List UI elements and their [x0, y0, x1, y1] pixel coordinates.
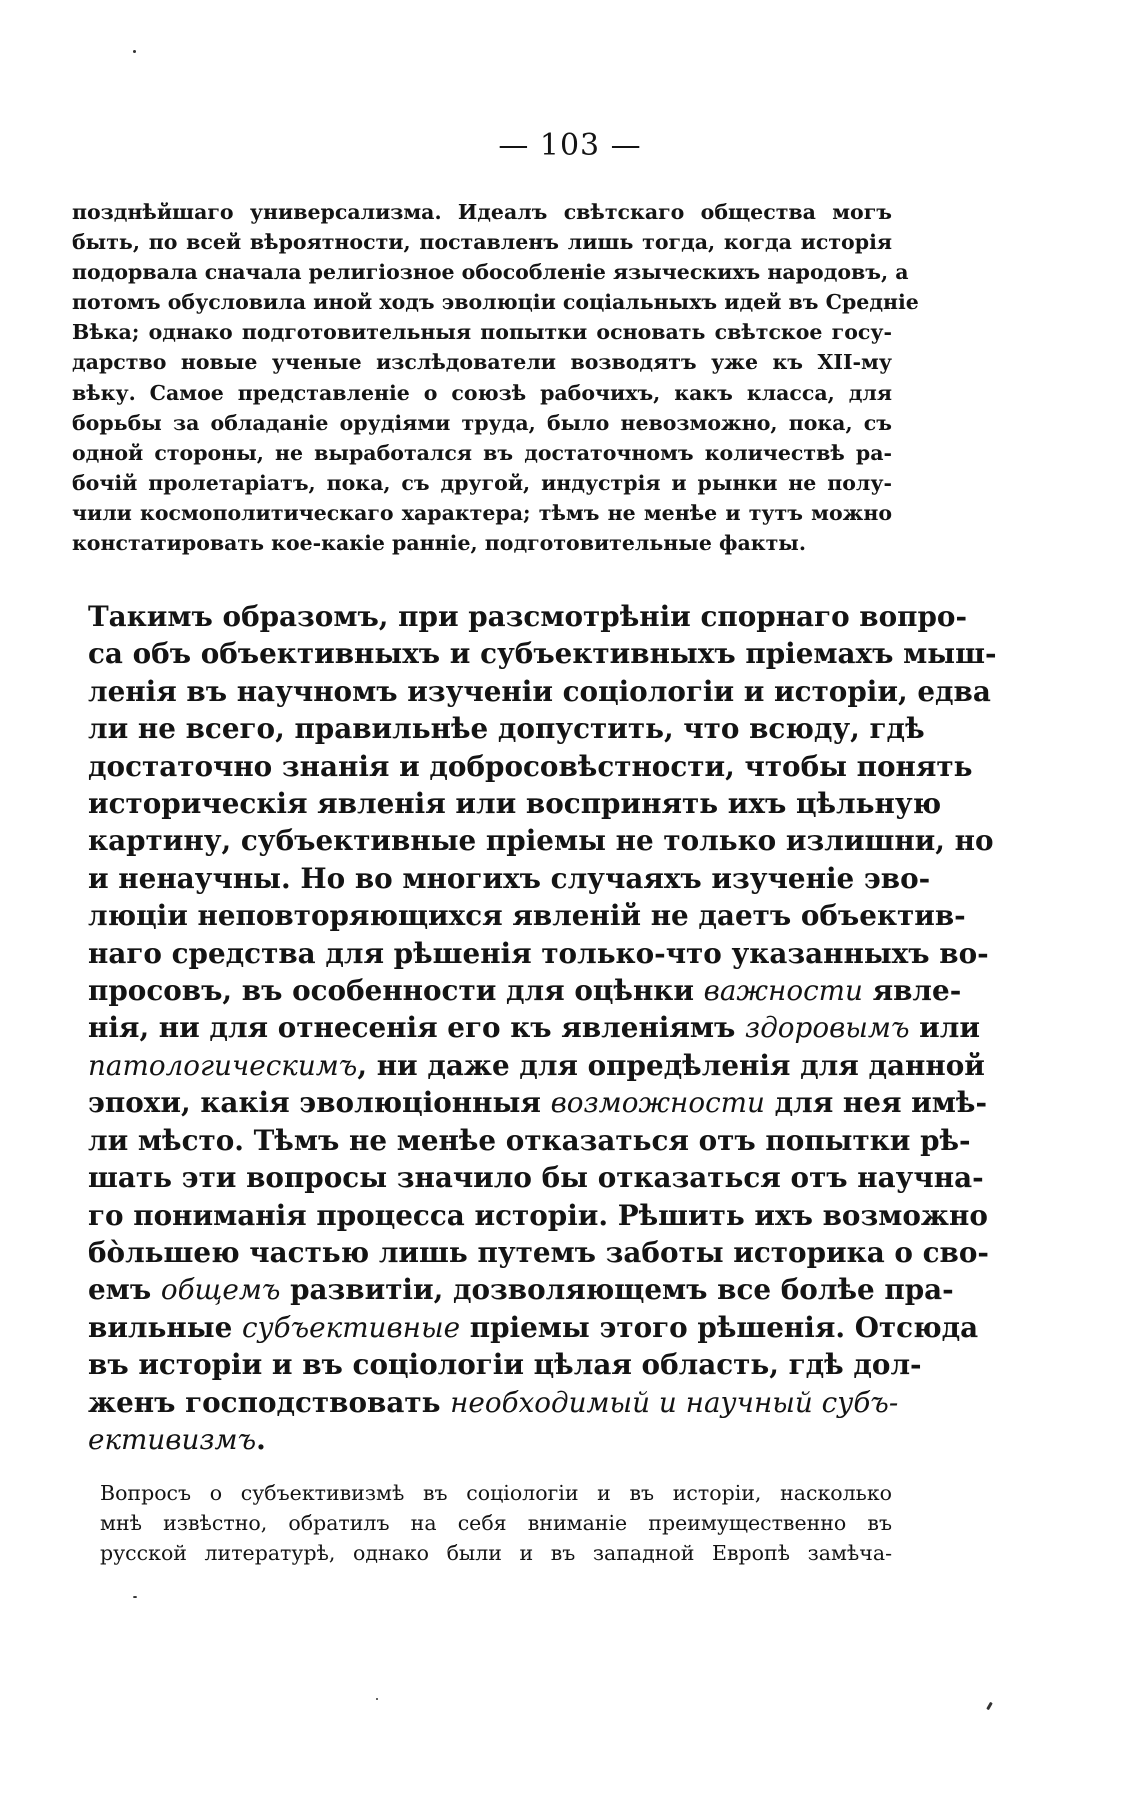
text-line: историческія явленія или воспринять ихъ цѣльную — [88, 787, 942, 821]
text-line: подорвала сначала религіозное обособленіе языческихъ народовъ, а — [72, 260, 909, 285]
text-line: вѣку. Самое представленіе о союзѣ рабочихъ, какъ класса, для — [72, 380, 892, 405]
text-line: чили космополитическаго характера; тѣмъ не менѣе и тутъ можно — [72, 500, 892, 525]
text-line: въ исторіи и въ соціологіи цѣлая область, гдѣ дол- — [88, 1348, 922, 1382]
italic-emphasis: возможности — [550, 1086, 765, 1120]
italic-emphasis: субъективные — [241, 1310, 461, 1344]
text-line: ленія въ научномъ изученіи соціологіи и исторіи, едва — [88, 674, 991, 708]
text-line: позднѣйшаго универсализма. Идеалъ свѣтскаго общества могъ — [72, 200, 892, 224]
scan-speck — [376, 1698, 378, 1700]
scan-speck — [986, 1702, 993, 1710]
text-line: картину, субъективные пріемы не только излишни, но — [88, 824, 994, 858]
text-line: Вопросъ о субъективизмѣ въ соціологіи и въ исторіи, насколько — [100, 1481, 892, 1505]
text-line: женъ господствовать необходимый и научный субъ- — [88, 1385, 899, 1419]
text-line: дарство новые ученые изслѣдователи возводятъ уже къ XII-му — [72, 350, 892, 375]
text-line: нія, ни для отнесенія его къ явленіямъ здоровымъ или — [88, 1011, 980, 1045]
text-line: люціи неповторяющихся явленій не даетъ объектив- — [88, 899, 966, 933]
text-line: быть, по всей вѣроятности, поставленъ лишь тогда, когда исторія — [72, 230, 892, 255]
italic-emphasis: патологическимъ — [88, 1048, 358, 1082]
text-line: русской литературѣ, однако были и въ западной Европѣ замѣча- — [100, 1541, 892, 1565]
italic-emphasis: необходимый и научный субъ- — [450, 1385, 899, 1419]
text-line: патологическимъ, ни даже для опредѣленія для данной — [88, 1048, 985, 1082]
text-line: бòльшею частью лишь путемъ заботы историка о сво- — [88, 1235, 989, 1269]
text-line: эпохи, какія эволюціонныя возможности для нея имѣ- — [88, 1086, 988, 1120]
text-line: просовъ, въ особенности для оцѣнки важности явле- — [88, 974, 962, 1008]
text-line: ли мѣсто. Тѣмъ не менѣе отказаться отъ попытки рѣ- — [88, 1123, 971, 1157]
italic-emphasis: общемъ — [160, 1273, 281, 1307]
paragraph-footnote-continued — [72, 197, 919, 558]
text-line: достаточно знанія и добросовѣстности, чтобы понять — [88, 749, 973, 783]
italic-emphasis: здоровымъ — [745, 1011, 910, 1045]
scan-speck — [133, 50, 136, 53]
text-line: вильные субъективные пріемы этого рѣшенія. Отсюда — [88, 1310, 979, 1344]
text-line: Вѣка; однако подготовительныя попытки основать свѣтское госу- — [72, 320, 892, 345]
scan-speck — [133, 1596, 137, 1598]
text-line: и ненаучны. Но во многихъ случаяхъ изученіе эво- — [88, 861, 931, 895]
text-line: ективизмъ. — [88, 1422, 266, 1456]
text-line: констатировать кое-какіе раннiе, подготовительные факты. — [72, 531, 806, 556]
text-line: го пониманія процесса исторіи. Рѣшить ихъ возможно — [88, 1198, 988, 1232]
text-line: потомъ обусловила иной ходъ эволюціи соціальныхъ идей въ Средніе — [72, 290, 919, 315]
text-line: ли не всего, правильнѣе допустить, что всюду, гдѣ — [88, 712, 925, 746]
text-line: одной стороны, не выработался въ достаточномъ количествѣ ра- — [72, 440, 892, 465]
italic-emphasis: важности — [703, 974, 863, 1008]
paragraph-main — [88, 598, 997, 1458]
text-line: наго средства для рѣшенія только-что указанныхъ во- — [88, 936, 989, 970]
text-line: мнѣ извѣстно, обратилъ на себя вниманіе преимущественно въ — [100, 1511, 892, 1535]
text-line: бочій пролетаріатъ, пока, съ другой, индустрія и рынки не полу- — [72, 470, 892, 495]
text-line: са объ объективныхъ и субъективныхъ пріемахъ мыш- — [88, 637, 997, 671]
text-line: емъ общемъ развитіи, дозволяющемъ все болѣе пра- — [88, 1273, 954, 1307]
text-line: Такимъ образомъ, при разсмотрѣніи спорнаго вопро- — [88, 600, 968, 633]
italic-emphasis: ективизмъ — [88, 1422, 257, 1456]
paragraph-footnote — [100, 1478, 892, 1568]
text-line: шать эти вопросы значило бы отказаться отъ научна- — [88, 1161, 984, 1195]
text-line: борьбы за обладаніе орудіями труда, было невозможно, пока, съ — [72, 410, 892, 435]
page-number: — 103 — — [498, 128, 642, 163]
